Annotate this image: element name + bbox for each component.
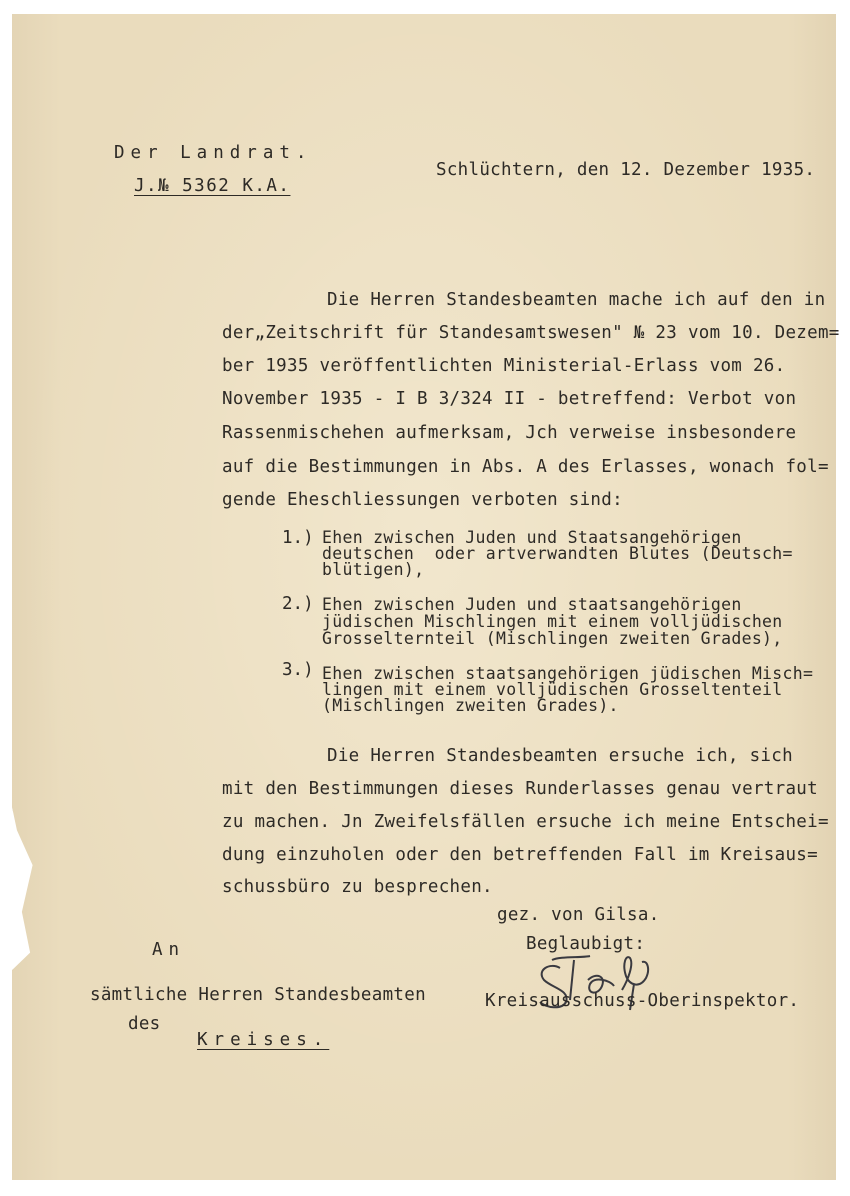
para2-line: dung einzuholen oder den betreffenden Fall im Kreisaus= [222, 845, 818, 865]
para1-line: der„Zeitschrift für Standesamtswesen" № 23 vom 10. Dezem= [222, 323, 840, 343]
reference-number: J.№ 5362 K.A. [134, 176, 291, 196]
list-item-line: Ehen zwischen Juden und Staatsangehörigen [322, 528, 742, 547]
recipient-line: sämtliche Herren Standesbeamten [90, 985, 426, 1005]
official-title: Kreisausschuss-Oberinspektor. [485, 991, 800, 1011]
list-item-line: jüdischen Mischlingen mit einem volljüdischen [322, 612, 783, 631]
list-item-line: Grosselternteil (Mischlingen zweiten Grades), [322, 629, 783, 648]
list-item-line: Ehen zwischen staatsangehörigen jüdischen Misch= [322, 664, 814, 683]
certified-label: Beglaubigt: [526, 934, 646, 954]
para2-line: mit den Bestimmungen dieses Runderlasses genau vertraut [222, 779, 818, 799]
signed-by: gez. von Gilsa. [497, 905, 660, 925]
para1-line: November 1935 - I B 3/324 II - betreffend: Verbot von [222, 389, 797, 409]
para2-line: zu machen. Jn Zweifelsfällen ersuche ich meine Entschei= [222, 812, 829, 832]
list-item-line: (Mischlingen zweiten Grades). [322, 696, 619, 715]
list-item-line: deutschen oder artverwandten Blutes (Deutsch= [322, 544, 793, 563]
recipient-line: des [128, 1014, 161, 1034]
list-marker: 3.) [282, 660, 314, 680]
para1-line: ber 1935 veröffentlichten Ministerial-Erlass vom 26. [222, 356, 786, 376]
para2-line: schussbüro zu besprechen. [222, 877, 493, 897]
para1-line: gende Eheschliessungen verboten sind: [222, 490, 623, 510]
para1-line: Rassenmischehen aufmerksam, Jch verweise insbesondere [222, 423, 797, 443]
list-marker: 2.) [282, 594, 314, 614]
authority-heading: Der Landrat. [114, 143, 313, 163]
recipient-to: An [152, 940, 186, 960]
para2-line: Die Herren Standesbeamten ersuche ich, sich [327, 746, 793, 766]
place-date: Schlüchtern, den 12. Dezember 1935. [436, 160, 816, 180]
list-item-line: blütigen), [322, 560, 425, 579]
list-item-line: Ehen zwischen Juden und staatsangehörigen [322, 595, 742, 614]
para1-line: auf die Bestimmungen in Abs. A des Erlasses, wonach fol= [222, 457, 829, 477]
list-item-line: lingen mit einem volljüdischen Grosseltenteil [322, 680, 783, 699]
list-marker: 1.) [282, 528, 314, 548]
recipient-district: Kreises. [197, 1030, 330, 1050]
para1-line: Die Herren Standesbeamten mache ich auf den in [327, 290, 826, 310]
